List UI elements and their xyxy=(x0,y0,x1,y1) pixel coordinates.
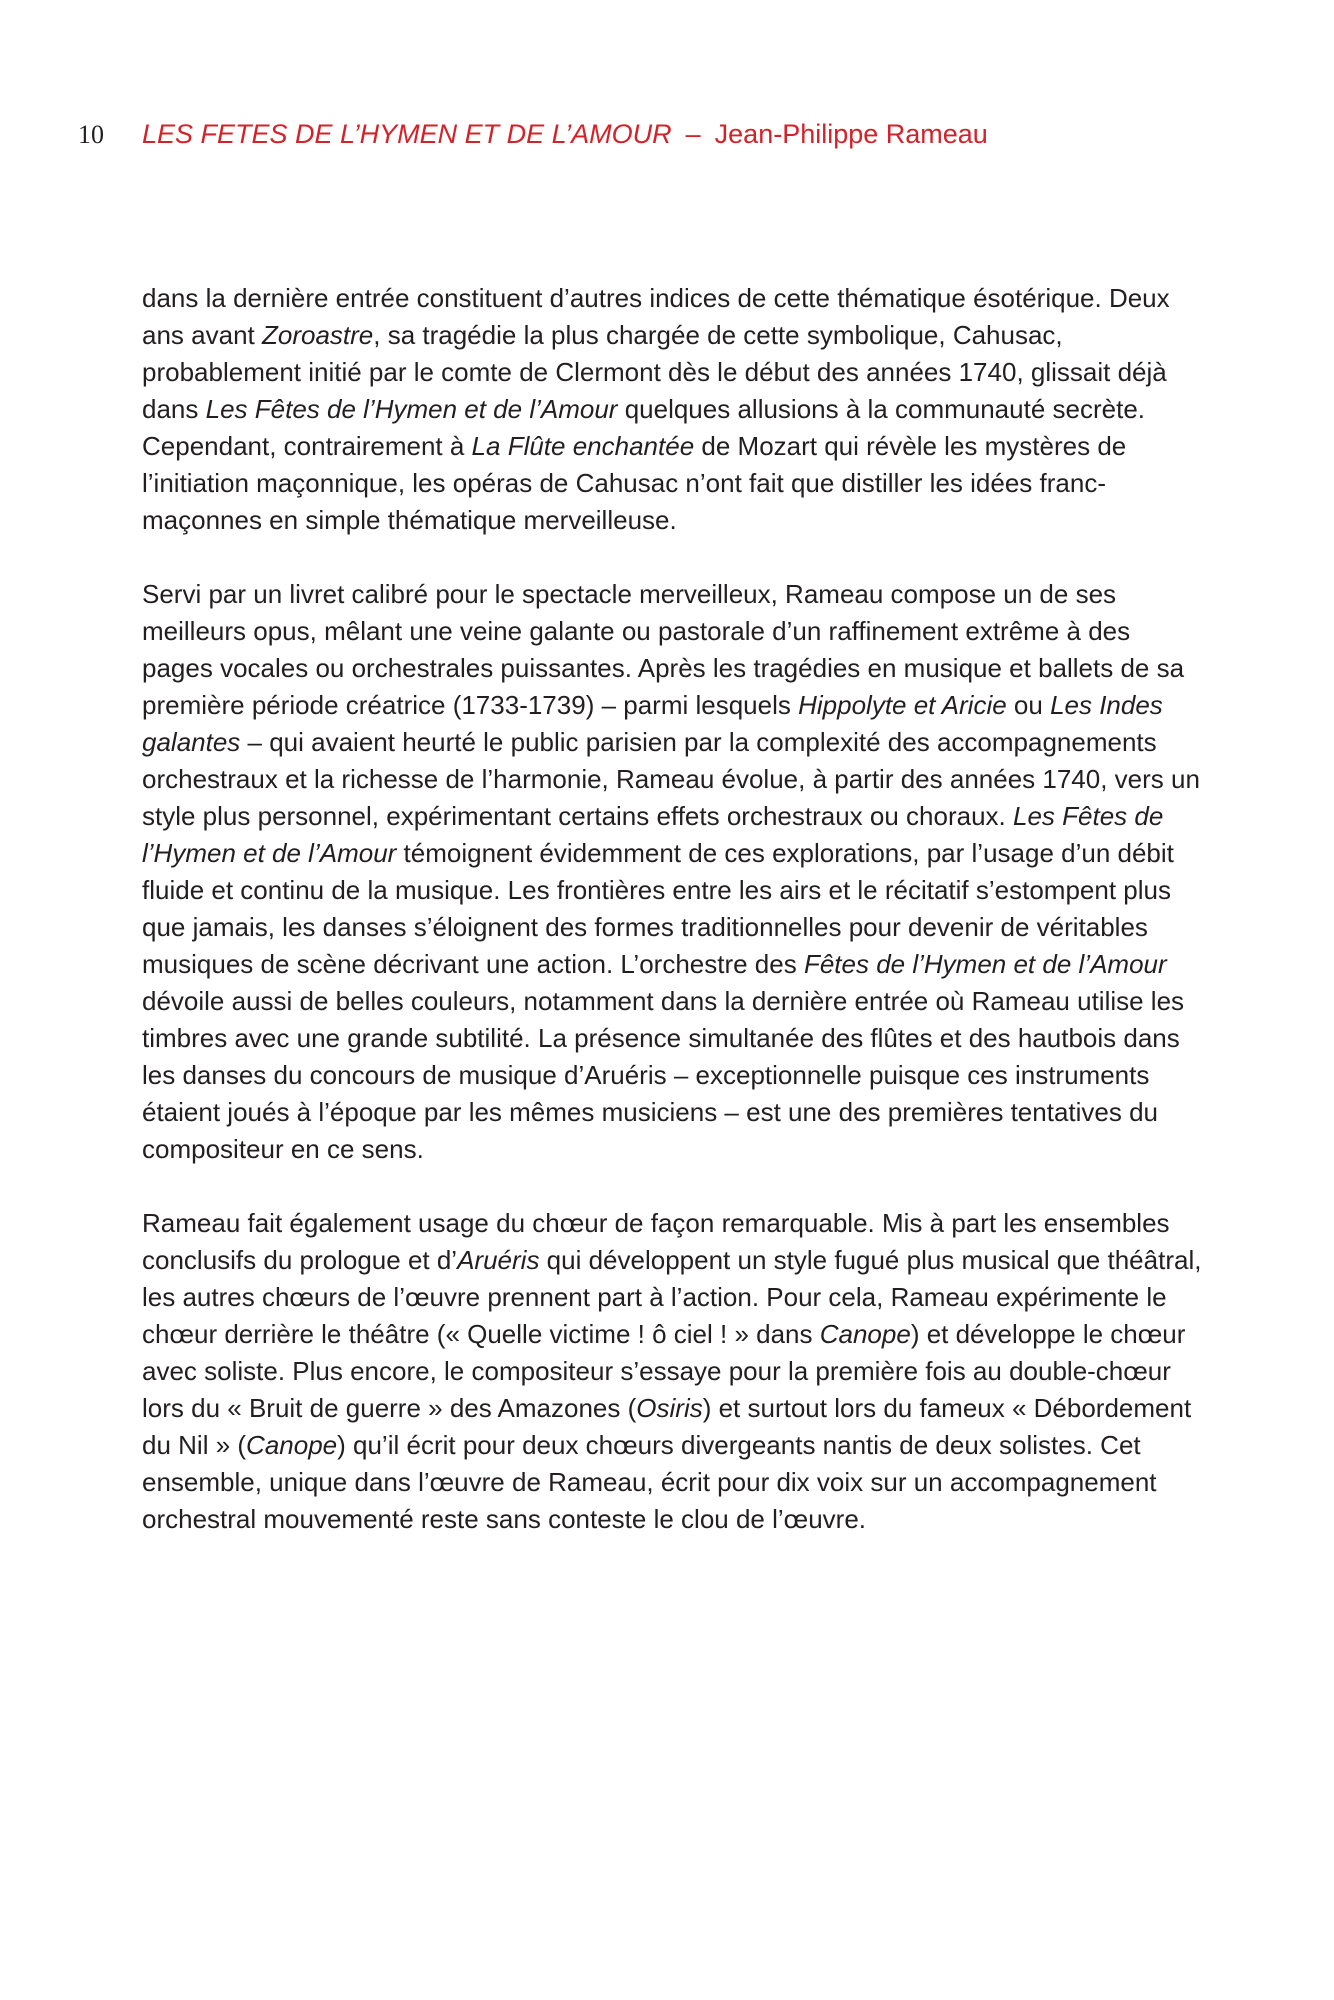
italic-title-text: Canope xyxy=(819,1319,911,1349)
body-text-run: dévoile aussi de belles couleurs, notamment dans la dernière entrée où Rameau utilise les timbres avec une grande subtilité. La présence simultanée des flûtes et des hautbois dans les danses du concours de musique d’Aruéris – exceptionnelle puisque ces instruments étaient joués à l’époque par les mêmes musiciens – est une des premières tentatives du compositeur en ce sens. xyxy=(142,986,1185,1164)
header-author: Jean-Philippe Rameau xyxy=(714,119,988,149)
body-text-run: ) et surtout lors du fameux « Débordement du Nil » ( xyxy=(142,1393,1192,1460)
body-text-run: quelques allusions à la communauté secrète. Cependant, contrairement à xyxy=(142,394,1145,461)
italic-title-text: Hippolyte et Aricie xyxy=(798,690,1007,720)
header-title: LES FETES DE L’HYMEN ET DE L’AMOUR xyxy=(142,119,672,149)
body-text-run: – qui avaient heurté le public parisien par la complexité des accompagnements orchestraux et la richesse de l’harmonie, Rameau évolue, à partir des années 1740, vers un style plus personnel, expérimentant certains effets orchestraux ou choraux. xyxy=(142,727,1200,831)
body-text-run: Servi par un livret calibré pour le spectacle merveilleux, Rameau compose un de ses meilleurs opus, mêlant une veine galante ou pastorale d’un raffinement extrême à des pages vocales ou orchestrales puissantes. Après les tragédies en musique et ballets de sa première période créatrice (1733-1739) – parmi lesquels xyxy=(142,579,1185,720)
paragraph-1 xyxy=(142,280,1202,539)
body-text-run: qui développent un style fugué plus musical que théâtral, les autres chœurs de l’œuvre prennent part à l’action. Pour cela, Rameau expérimente le chœur derrière le théâtre (« Quelle victime ! ô ciel ! » dans xyxy=(142,1245,1202,1349)
paragraph-2 xyxy=(142,576,1202,1168)
italic-title-text: Osiris xyxy=(636,1393,703,1423)
italic-title-text: Fêtes de l’Hymen et de l’Amour xyxy=(803,949,1167,979)
italic-title-text: Zoroastre xyxy=(261,320,374,350)
body-text-run: ) et développe le chœur avec soliste. Plus encore, le compositeur s’essaye pour la première fois au double-chœur lors du « Bruit de guerre » des Amazones ( xyxy=(142,1319,1186,1423)
body-text-run: ou xyxy=(1006,690,1051,720)
body-text-run: témoignent évidemment de ces explorations, par l’usage d’un débit fluide et continu de la musique. Les frontières entre les airs et le récitatif s’estompent plus que jamais, les danses s’éloignent des formes traditionnelles pour devenir de véritables musiques de scène décrivant une action. L’orchestre des xyxy=(142,838,1174,979)
italic-title-text: La Flûte enchantée xyxy=(471,431,695,461)
running-header xyxy=(78,116,988,153)
italic-title-text: Les Indes galantes xyxy=(142,690,1163,757)
body-text-run: , sa tragédie la plus chargée de cette symbolique, Cahusac, probablement initié par le comte de Clermont dès le début des années 1740, glissait déjà dans xyxy=(142,320,1167,424)
body-text-run: dans la dernière entrée constituent d’autres indices de cette thématique ésotérique. Deux ans avant xyxy=(142,283,1170,350)
italic-title-text: Aruéris xyxy=(457,1245,540,1275)
body-text-run: ) qu’il écrit pour deux chœurs divergeants nantis de deux solistes. Cet ensemble, unique dans l’œuvre de Rameau, écrit pour dix voix sur un accompagnement orchestral mouvementé reste sans conteste le clou de l’œuvre. xyxy=(142,1430,1157,1534)
italic-title-text: Canope xyxy=(246,1430,338,1460)
body-text-run: Rameau fait également usage du chœur de façon remarquable. Mis à part les ensembles conclusifs du prologue et d’ xyxy=(142,1208,1170,1275)
italic-title-text: Les Fêtes de l’Hymen et de l’Amour xyxy=(205,394,618,424)
body-text-run: de Mozart qui révèle les mystères de l’initiation maçonnique, les opéras de Cahusac n’ont fait que distiller les idées franc-maçonnes en simple thématique merveilleuse. xyxy=(142,431,1127,535)
body-text xyxy=(142,280,1202,1538)
paragraph-3 xyxy=(142,1205,1202,1538)
page-number: 10 xyxy=(78,120,104,149)
italic-title-text: Les Fêtes de l’Hymen et de l’Amour xyxy=(142,801,1164,868)
header-separator: – xyxy=(685,119,701,149)
